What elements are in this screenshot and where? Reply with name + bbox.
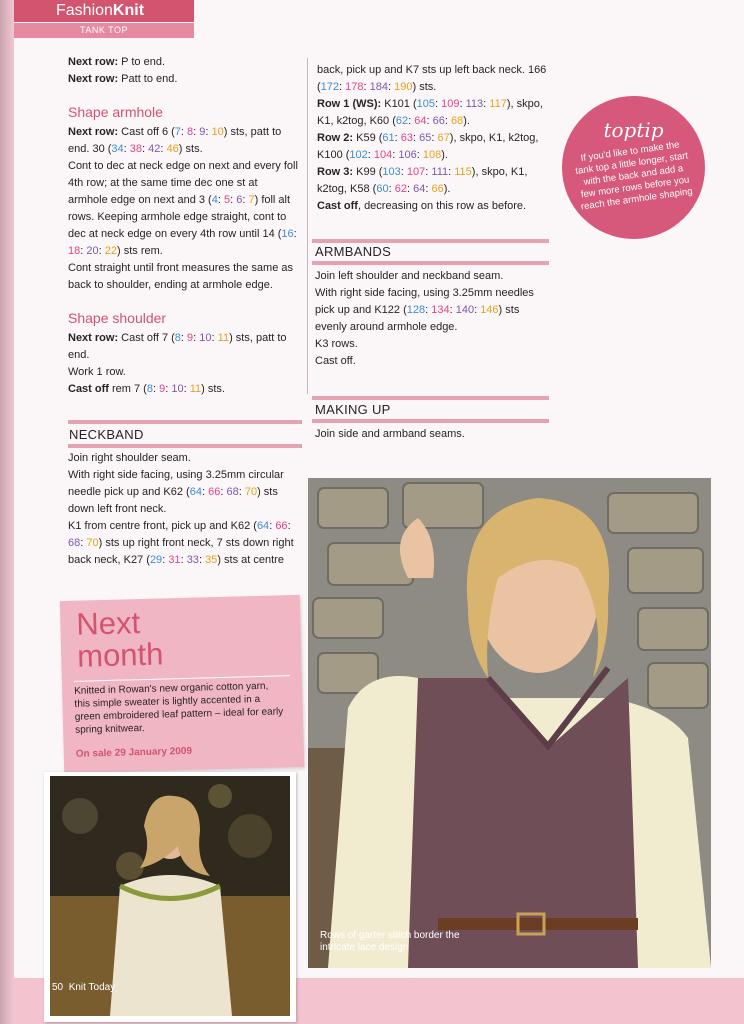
making-up-body: Join side and armband seams.: [315, 428, 465, 440]
row-2: Row 2: K59 (61: 63: 65: 67), skpo, K1, k2tog, K100 (102: 104: 106: 108).: [317, 132, 539, 161]
column-middle: [317, 62, 549, 215]
tank-top-photo: [308, 478, 711, 968]
armbands-rule-bottom: [312, 261, 549, 265]
making-up-heading: MAKING UP: [315, 402, 391, 417]
neckband-heading: NECKBAND: [69, 427, 144, 442]
shoulder-para-1: Next row: Cast off 7 (8: 9: 10: 11) sts, patt to end.: [68, 332, 287, 361]
column-divider: [307, 58, 308, 394]
shoulder-para-2: Work 1 row.: [68, 366, 126, 378]
toptip-text: If you'd like to make the tank top a little longer, start with the back and add a few more rows before you reach the armhole shaping: [574, 139, 694, 213]
toptip-badge: [562, 96, 705, 239]
intro-row-2: Next row: Patt to end.: [68, 73, 178, 85]
column-left: [68, 54, 300, 398]
shape-armhole-heading: Shape armhole: [68, 104, 163, 120]
brand-light: Fashion: [56, 2, 113, 19]
toptip-title: toptip: [603, 118, 664, 142]
shoulder-para-3: Cast off rem 7 (8: 9: 10: 11) sts.: [68, 383, 225, 395]
armhole-para-3: Cont straight until front measures the same as back to shoulder, ending at armhole edge.: [68, 262, 293, 291]
page-folio: 50 Knit Today: [52, 982, 116, 993]
making-up-rule-bottom: [312, 419, 549, 423]
armhole-para-2: Cont to dec at neck edge on next and every foll 4th row; at the same time dec one st at armhole edge on next and 3 (4: 5: 6: 7) foll alt rows. Keeping armhole edge straight, cont to dec at neck edge on every 4th row until 14 (16: 18: 20: 22) sts rem.: [68, 160, 298, 257]
row-3: Row 3: K99 (103: 107: 111: 115), skpo, K1, k2tog, K58 (60: 62: 64: 66).: [317, 166, 528, 195]
next-month-text: Knitted in Rowan's new organic cotton yarn, this simple sweater is lightly accented in a green embroidered leaf pattern – ideal for early spring knitwear.: [74, 680, 284, 736]
shape-shoulder-heading: Shape shoulder: [68, 310, 167, 326]
making-up-rule-top: [312, 396, 549, 400]
header-brand: [14, 0, 194, 22]
neckband-continued: back, pick up and K7 sts up left back neck. 166 (172: 178: 184: 190) sts.: [317, 64, 547, 93]
row-1: Row 1 (WS): K101 (105: 109: 113: 117), skpo, K1, k2tog, K60 (62: 64: 66: 68).: [317, 98, 543, 127]
next-month-box: [60, 595, 304, 773]
neckband-body: Join right shoulder seam. With right side facing, using 3.25mm circular needle pick up and K62 (64: 66: 68: 70) sts down left front neck. K1 from centre front, pick up and K62 (64: 66: 68: 70) sts up right front neck, 7 sts down right back neck, K27 (29: 31: 33: 35) sts at centre: [68, 452, 294, 566]
photo-caption: Rows of garter stitch border the intricate lace design: [320, 930, 460, 953]
armhole-para-1: Next row: Cast off 6 (7: 8: 9: 10) sts, patt to end. 30 (34: 38: 42: 46) sts.: [68, 126, 282, 155]
sweater-model-image: [50, 776, 290, 1016]
section-label: TANK TOP: [14, 23, 194, 38]
next-month-sale-date: On sale 29 January 2009: [75, 745, 193, 760]
armbands-rule-top: [312, 239, 549, 243]
cast-off-line: Cast off, decreasing on this row as before.: [317, 200, 527, 212]
next-month-title: Next month: [75, 605, 164, 674]
brand-bold: Knit: [112, 2, 145, 19]
armbands-body: Join left shoulder and neckband seam. With right side facing, using 3.25mm needles pick up and K122 (128: 134: 140: 146) sts evenly around armhole edge. K3 rows. Cast off.: [315, 270, 534, 367]
intro-row-1: Next row: P to end.: [68, 56, 166, 68]
model-wearing-tank-top-image: [308, 478, 711, 968]
neckband-rule-top: [68, 420, 302, 424]
page-spine: [0, 0, 14, 1024]
armbands-heading: ARMBANDS: [315, 244, 392, 259]
neckband-rule-bottom: [68, 444, 302, 448]
